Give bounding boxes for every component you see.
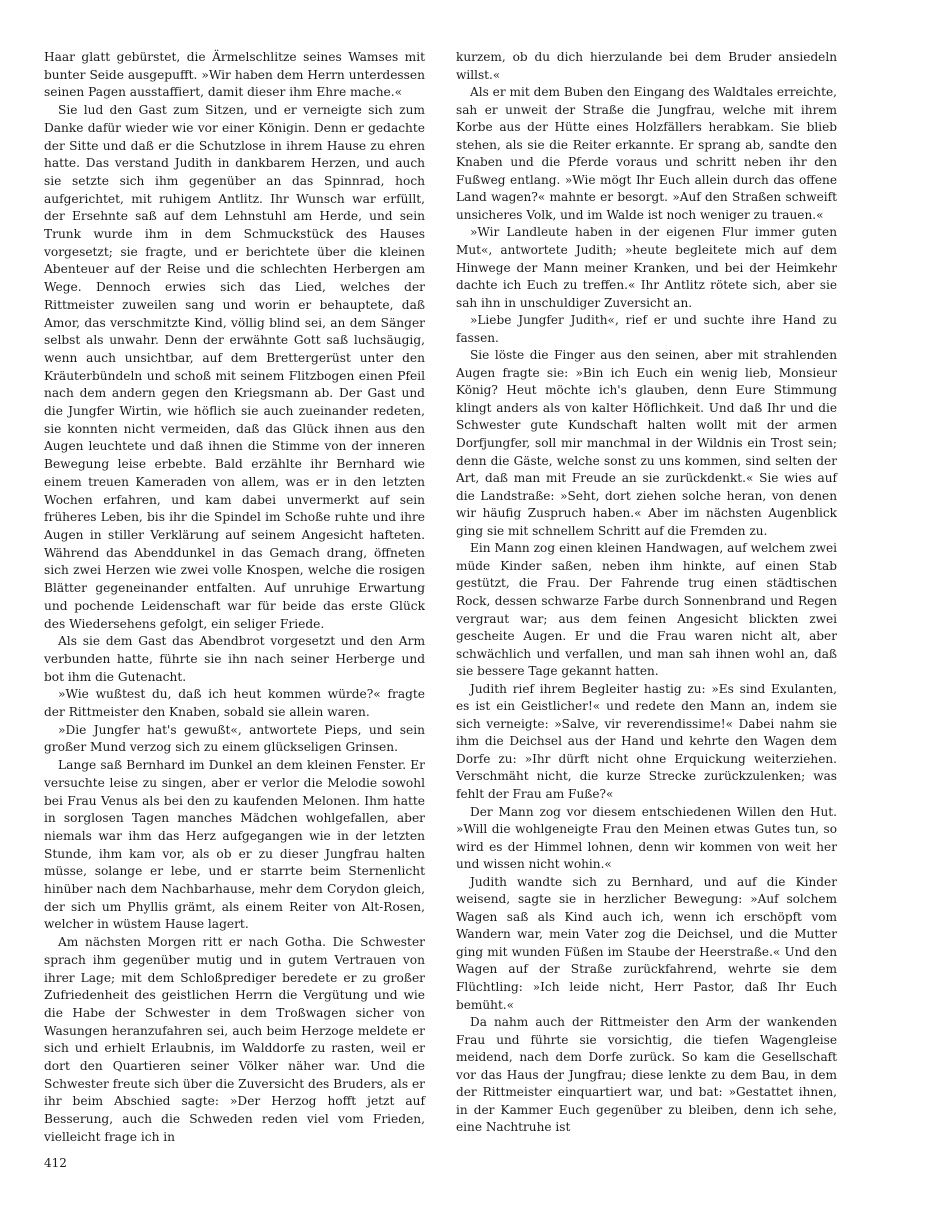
- paragraph: Der Mann zog vor diesem entschiedenen Willen den Hut. »Will die wohlgeneigte Frau den Meinen etwas Gutes tun, so wird es der Himmel lohnen, denn wir kommen von weit her und wissen nicht wohin.«: [456, 804, 837, 872]
- paragraph: Sie löste die Finger aus den seinen, aber mit strahlenden Augen fragte sie: »Bin ich Euch ein wenig lieb, Monsieur König? Heut möchte ich's glauben, denn Eure Stimmung klingt anders als von kalter Höflichkeit. Und daß Ihr und die Schwester gute Kundschaft halten wollt mit der armen Dorfjungfer, soll mir manchmal in der Wildnis ein Trost sein; denn die Gäste, welche sonst zu uns kommen, sind selten der Art, daß man mit Freude an sie zurückdenkt.« Sie wies auf die Landstraße: »Seht, dort ziehen solche heran, von denen wir häufig Zuspruch haben.« Aber im nächsten Augenblick ging sie mit schnellem Schritt auf die Fremden zu.: [456, 348, 837, 538]
- paragraph: Judith rief ihrem Begleiter hastig zu: »Es sind Exulanten, es ist ein Geistlicher!« und redete den Mann an, indem sie sich verneigte: »Salve, vir reverendissime!« Dabei nahm sie ihm die Deichsel aus der Hand und kehrte den Wagen dem Dorfe zu: »Ihr dürft nicht ohne Erquickung weiterziehen. Verschmäht nicht, die kurze Strecke zurückzulenken; was fehlt der Frau am Fuße?«: [456, 681, 837, 801]
- paragraph: Ein Mann zog einen kleinen Handwagen, auf welchem zwei müde Kinder saßen, neben ihm hinkte, auf einen Stab gestützt, die Frau. Der Fahrende trug einen städtischen Rock, dessen schwarze Farbe durch Sonnenbrand und Regen vergraut war; aus dem feinen Angesicht blickten zwei gescheite Augen. Er und die Frau waren nicht alt, aber schwächlich und verfallen, und man sah ihnen wohl an, daß sie bessere Tage gekannt hatten.: [456, 541, 837, 679]
- paragraph: Am nächsten Morgen ritt er nach Gotha. Die Schwester sprach ihm gegenüber mutig und in gutem Vertrauen von ihrer Lage; mit dem Schloßprediger beredete er zu großer Zufriedenheit des geistlichen Herrn die Vergütung und wie die Habe der Schwester in dem Troßwagen sicher von Wasungen heranzufahren sei, auch beim Herzoge meldete er sich und erhielt Erlaubnis, im Walddorfe zu rasten, weil er dort den Quartieren seiner Völker näher war. Und die Schwester freute sich über die Zuversicht des Bruders, als er ihr beim Abschied sagte: »Der Herzog hofft jetzt auf Besserung, auch die Schweden reden viel vom Frieden, vielleicht frage ich in: [44, 935, 425, 1144]
- paragraph: »Wir Landleute haben in der eigenen Flur immer guten Mut«, antwortete Judith; »heute begleitete mich auf dem Hinwege der Mann meiner Kranken, und bei der Heimkehr dachte ich Euch zu treffen.« Ihr Antlitz rötete sich, aber sie sah ihn in unschuldiger Zuversicht an.: [456, 225, 837, 310]
- left-text-column: [44, 49, 425, 1147]
- paragraph: Da nahm auch der Rittmeister den Arm der wankenden Frau und führte sie vorsichtig, die tiefen Wagengleise meidend, nach dem Dorfe zurück. So kam die Gesellschaft vor das Haus der Jungfrau; diese lenkte zu dem Bau, in dem der Rittmeister einquartiert war, und bat: »Gestattet ihnen, in der Kammer Euch gegenüber zu bleiben, denn ich sehe, eine Nachtruhe ist: [456, 1015, 837, 1135]
- paragraph: Als er mit dem Buben den Eingang des Waldtales erreichte, sah er unweit der Straße die Jungfrau, welche mit ihrem Korbe aus der Hütte eines Holzfällers herabkam. Sie blieb stehen, als sie die Reiter erkannte. Er sprang ab, sandte den Knaben und die Pferde voraus und schritt neben ihr den Fußweg entlang. »Wie mögt Ihr Euch allein durch das offene Land wagen?« mahnte er besorgt. »Auf den Straßen schweift unsicheres Volk, und im Walde ist noch weniger zu trauen.«: [456, 85, 837, 222]
- paragraph: Als sie dem Gast das Abendbrot vorgesetzt und den Arm verbunden hatte, führte sie ihn nach seiner Herberge und bot ihm die Gutenacht.: [44, 634, 425, 684]
- paragraph: »Liebe Jungfer Judith«, rief er und suchte ihre Hand zu fassen.: [456, 313, 837, 345]
- page-number: 412: [44, 1156, 67, 1170]
- right-text-column: [456, 49, 837, 1137]
- paragraph: »Die Jungfer hat's gewußt«, antwortete Pieps, und sein großer Mund verzog sich zu einem glückseligen Grinsen.: [44, 722, 425, 755]
- paragraph: Lange saß Bernhard im Dunkel an dem kleinen Fenster. Er versuchte leise zu singen, aber er verlor die Melodie sowohl bei Frau Venus als bei den zu kaufenden Melonen. Ihm hatte in sorglosen Tagen manches Mädchen wohlgefallen, aber niemals war ihm das Herz aufgegangen wie in der letzten Stunde, ihm kam vor, als ob er zu dieser Jungfrau halten müsse, solange er lebe, und er starrte beim Sternenlicht hinüber nach dem Nachbarhause, mehr dem Corydon gleich, der sich um Phyllis grämt, als einem Reiter von Alt-Rosen, welcher in wüstem Hause lagert.: [44, 758, 425, 932]
- paragraph: kurzem, ob du dich hierzulande bei dem Bruder ansiedeln willst.«: [456, 50, 837, 82]
- paragraph: Haar glatt gebürstet, die Ärmelschlitze seines Wamses mit bunter Seide ausgepufft. »Wir haben dem Herrn unterdessen seinen Pagen ausstaffiert, damit dieser ihm Ehre mache.«: [44, 50, 425, 100]
- paragraph: Sie lud den Gast zum Sitzen, und er verneigte sich zum Danke dafür wieder wie vor einer Königin. Denn er gedachte der Sitte und daß er die Schutzlose in ihrem Hause zu ehren hatte. Das verstand Judith in dankbarem Herzen, und auch sie setzte sich ihm gegenüber an das Spinnrad, hoch aufgerichtet, mit ruhigem Antlitz. Ihr Wunsch war erfüllt, der Ersehnte saß auf dem Lehnstuhl am Herde, und sein Trunk wurde ihm in dem Schmuckstück des Hauses vorgesetzt; sie fragte, und er berichtete über die kleinen Abenteuer auf der Reise und die schlechten Herbergen am Wege. Dennoch erwies sich das Lied, welches der Rittmeister zuweilen sang und worin er behauptete, daß Amor, das verschmitzte Kind, völlig blind sei, an dem Sänger selbst als unwahr. Denn der erwähnte Gott saß luchsäugig, wenn auch unsichtbar, auf dem Brettergerüst unter den Kräuterbündeln und schoß mit seinem Flitzbogen einen Pfeil nach dem andern gegen den Kriegsmann ab. Der Gast und die Jungfer Wirtin, wie höflich sie auch zueinander redeten, sie konnten nicht vermeiden, daß das Glück ihnen aus den Augen leuchtete und daß ihnen die Stimme von der inneren Bewegung leise erbebte. Bald erzählte ihr Bernhard wie einem treuen Kameraden von allem, was er in den letzten Wochen erfahren, und kam dabei unvermerkt auf sein früheres Leben, bis ihr die Spindel im Schoße ruhte und ihre Augen in stiller Verklärung auf seinem Angesicht hafteten. Während das Abenddunkel in das Gemach drang, öffneten sich zwei Herzen wie zwei volle Knospen, welche die rosigen Blätter gegeneinander entfalten. Auf unruhige Erwartung und pochende Leidenschaft war für beide das erste Glück des Wiedersehens gefolgt, ein seliger Friede.: [44, 103, 425, 631]
- paragraph: »Wie wußtest du, daß ich heut kommen würde?« fragte der Rittmeister den Knaben, sobald sie allein waren.: [44, 687, 425, 720]
- paragraph: Judith wandte sich zu Bernhard, und auf die Kinder weisend, sagte sie in herzlicher Bewegung: »Auf solchem Wagen saß als Kind auch ich, wenn ich erschöpft vom Wandern war, mein Vater zog die Deichsel, und die Mutter ging mit wunden Füßen im Staube der Heerstraße.« Und den Wagen auf der Straße zurückfahrend, wehrte sie dem Flüchtling: »Ich leide nicht, Herr Pastor, daß Ihr Euch bemüht.«: [456, 874, 837, 1012]
